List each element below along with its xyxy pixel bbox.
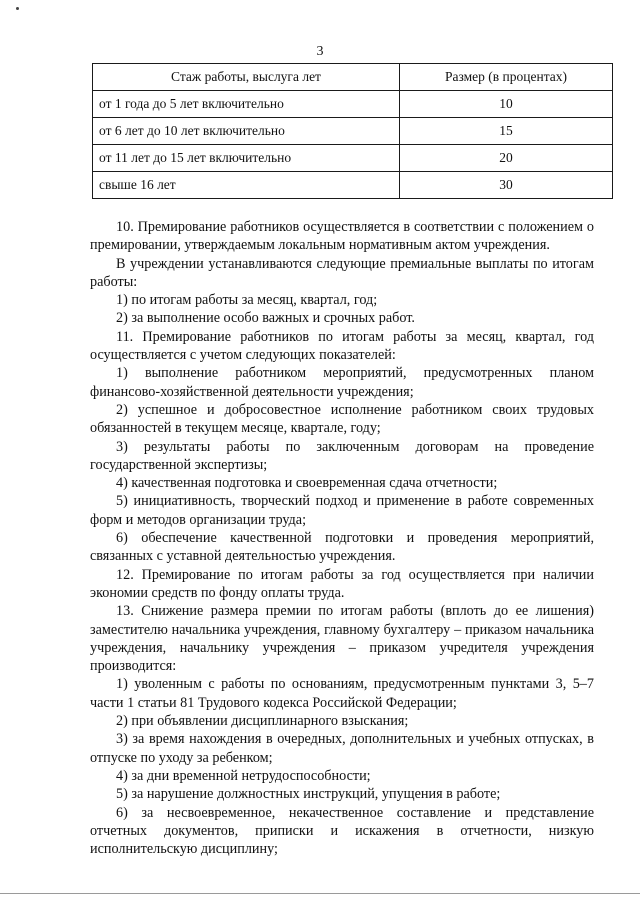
list-item: 1) уволенным с работы по основаниям, предусмотренным пунктами 3, 5–7 части 1 статьи 81 Трудового кодекса Российской Федерации; <box>90 676 594 711</box>
paragraph-11: 11. Премирование работников по итогам работы за месяц, квартал, год осуществляется с учетом следующих показателей: <box>90 328 594 364</box>
table-row <box>93 118 613 145</box>
cell-size: 20 <box>400 145 613 172</box>
service-length-table <box>92 63 613 199</box>
list-item: 3) результаты работы по заключенным договорам на проведение государственной экспертизы; <box>90 438 594 473</box>
list-item: 3) за время нахождения в очередных, дополнительных и учебных отпусках, в отпуске по уходу за ребенком; <box>90 731 594 766</box>
paragraph-12: 12. Премирование по итогам работы за год осуществляется при наличии экономии средств по фонду оплаты труда. <box>90 566 594 601</box>
column-header-period: Стаж работы, выслуга лет <box>93 64 400 91</box>
list-item: 4) качественная подготовка и своевременная сдача отчетности; <box>116 475 498 492</box>
list-item: 2) успешное и добросовестное исполнение работником своих трудовых обязанностей в текущем месяце, квартале, году; <box>90 401 594 437</box>
page-number: 3 <box>316 44 324 59</box>
list-item: 2) при объявлении дисциплинарного взыскания; <box>116 713 409 730</box>
cell-period: от 6 лет до 10 лет включительно <box>93 118 400 145</box>
list-item: 2) за выполнение особо важных и срочных работ. <box>116 310 415 327</box>
page-bottom-rule <box>0 893 640 894</box>
table-row <box>93 172 613 199</box>
list-item: 1) по итогам работы за месяц, квартал, год; <box>116 292 378 309</box>
table-row <box>93 91 613 118</box>
cell-size: 10 <box>400 91 613 118</box>
column-header-size: Размер (в процентах) <box>400 64 613 91</box>
list-item: 6) за несвоевременное, некачественное составление и представление отчетных документов, приписки и искажения в отчетности, низкую исполнительскую дисциплину; <box>90 804 594 858</box>
list-item: 1) выполнение работником мероприятий, предусмотренных планом финансово-хозяйственной деятельности учреждения; <box>90 365 594 400</box>
cell-size: 30 <box>400 172 613 199</box>
document-body <box>90 218 594 858</box>
paragraph-13: 13. Снижение размера премии по итогам работы (вплоть до ее лишения) заместителю начальника учреждения, главному бухгалтеру – приказом начальника учреждения, начальнику учреждения – приказом учредителя учреждения производится: <box>90 603 594 675</box>
paragraph-10: 10. Премирование работников осуществляется в соответствии с положением о премировании, утверждаемым локальным нормативным актом учреждения. <box>90 219 594 254</box>
list-item: 6) обеспечение качественной подготовки и проведения мероприятий, связанных с уставной деятельностью учреждения. <box>90 530 594 565</box>
scan-speck <box>16 7 19 10</box>
table-row <box>93 145 613 172</box>
list-item: 5) инициативность, творческий подход и применение в работе современных форм и методов организации труда; <box>90 493 594 528</box>
list-item: 4) за дни временной нетрудоспособности; <box>116 767 371 784</box>
cell-period: от 11 лет до 15 лет включительно <box>93 145 400 172</box>
list-item: 5) за нарушение должностных инструкций, упущения в работе; <box>116 786 501 803</box>
cell-period: свыше 16 лет <box>93 172 400 199</box>
paragraph-bonus-types: В учреждении устанавливаются следующие премиальные выплаты по итогам работы: <box>90 255 594 290</box>
cell-period: от 1 года до 5 лет включительно <box>93 91 400 118</box>
cell-size: 15 <box>400 118 613 145</box>
table-header-row <box>93 64 613 91</box>
